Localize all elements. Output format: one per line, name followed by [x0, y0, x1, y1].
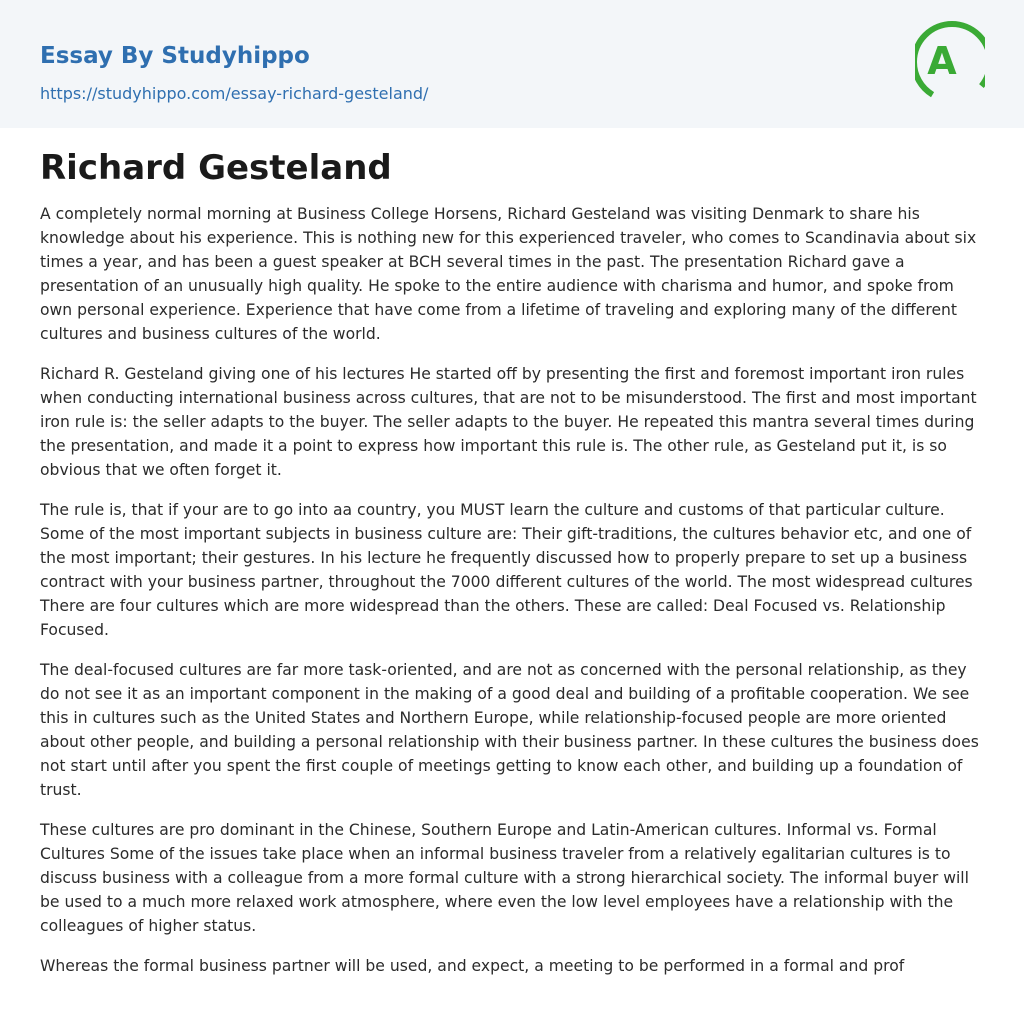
studyhippo-logo-icon[interactable]	[915, 19, 985, 105]
paragraph: The deal-focused cultures are far more task-oriented, and are not as concerned with the personal relationship, as they do not see it as an important component in the making of a good deal and building of a profitable cooperation. We see this in cultures such as the United States and Northern Europe, while relationship-focused people are more oriented about other people, and building a personal relationship with their business partner. In these cultures the business does not start until after you spent the first couple of meetings getting to know each other, and building up a foundation of trust.	[40, 661, 979, 799]
logo-letter: A	[927, 39, 957, 83]
paragraph: Whereas the formal business partner will be used, and expect, a meeting to be performed in a formal and prof	[40, 957, 905, 975]
paragraph: A completely normal morning at Business College Horsens, Richard Gesteland was visiting Denmark to share his knowledge about his experience. This is nothing new for this experienced traveler, who comes to Scandinavia about six times a year, and has been a guest speaker at BCH several times in the past. The presentation Richard gave a presentation of an unusually high quality. He spoke to the entire audience with charisma and humor, and spoke from own personal experience. Experience that have come from a lifetime of traveling and exploring many of the different cultures and business cultures of the world.	[40, 205, 977, 343]
paragraph: The rule is, that if your are to go into aa country, you MUST learn the culture and customs of that particular culture. Some of the most important subjects in business culture are: Their gift-traditions, the cultures behavior etc, and one of the most important; their gestures. In his lecture he frequently discussed how to properly prepare to set up a business contract with your business partner, throughout the 7000 different cultures of the world. The most widespread cultures There are four cultures which are more widespread than the others. These are called: Deal Focused vs. Relationship Focused.	[40, 501, 973, 639]
essay-url-link[interactable]: https://studyhippo.com/essay-richard-gesteland/	[40, 84, 429, 103]
brand-title: Essay By Studyhippo	[40, 43, 310, 69]
page-title: Richard Gesteland	[40, 148, 392, 188]
paragraph: Richard R. Gesteland giving one of his lectures He started off by presenting the first and foremost important iron rules when conducting international business across cultures, that are not to be misunderstood. The first and most important iron rule is: the seller adapts to the buyer. The seller adapts to the buyer. He repeated this mantra several times during the presentation, and made it a point to express how important this rule is. The other rule, as Gesteland put it, is so obvious that we often forget it.	[40, 365, 977, 479]
paragraph: These cultures are pro dominant in the Chinese, Southern Europe and Latin-American cultures. Informal vs. Formal Cultures Some of the issues take place when an informal business traveler from a relatively egalitarian cultures is to discuss business with a colleague from a more formal culture with a strong hierarchical society. The informal buyer will be used to a much more relaxed work atmosphere, where even the low level employees have a relationship with the colleagues of higher status.	[40, 821, 969, 935]
page-header	[0, 0, 1024, 128]
article	[0, 128, 1024, 978]
